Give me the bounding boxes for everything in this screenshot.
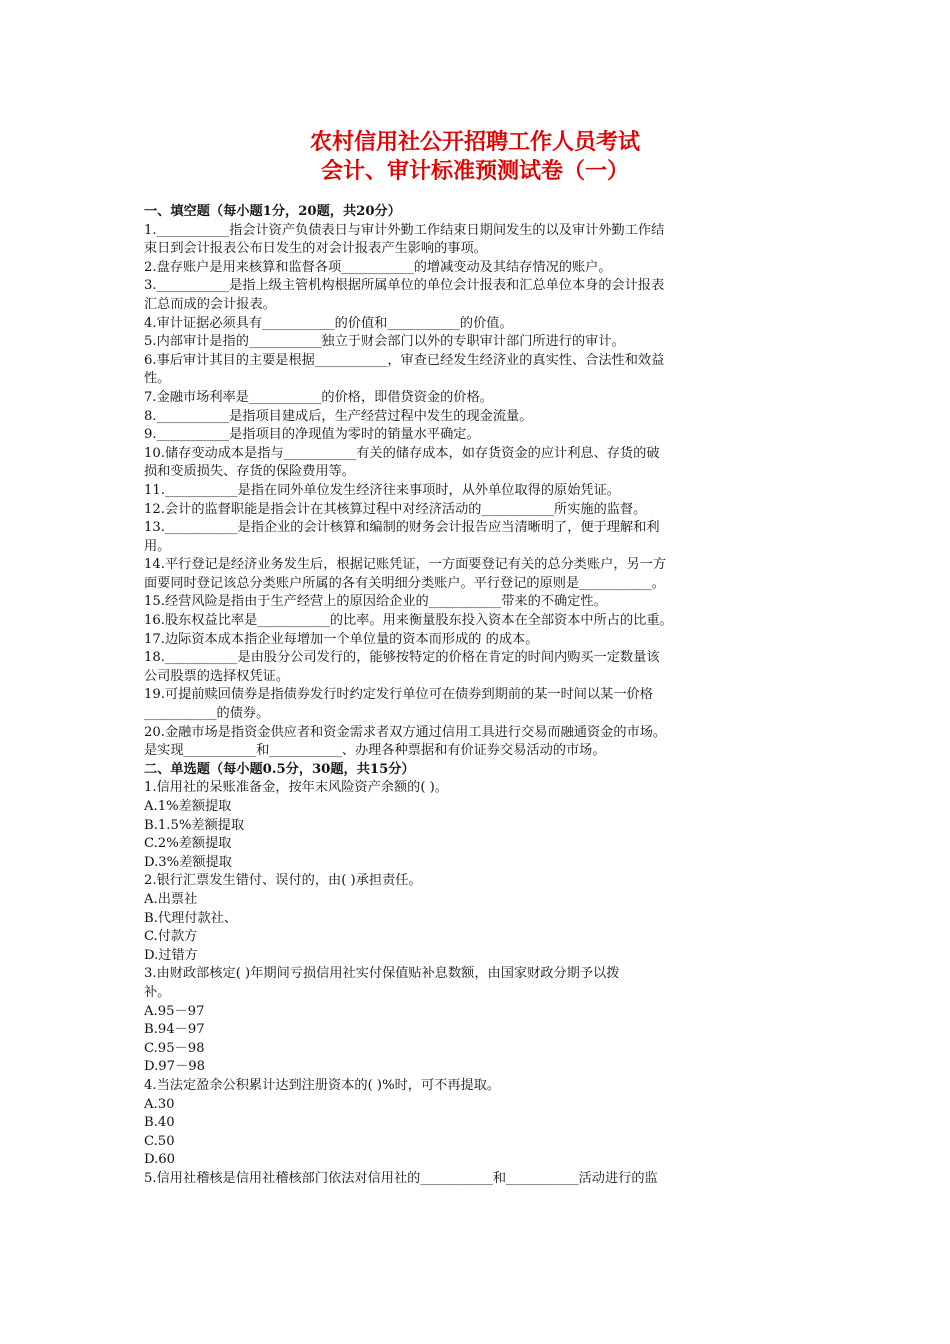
- section-heading: 一、填空题（每小题1分，20题，共20分）: [144, 204, 401, 219]
- text-line: B.代理付款社、: [144, 910, 238, 926]
- text-line: B.94－97: [144, 1022, 205, 1038]
- text-line: 3.由财政部核定( )年期间亏损信用社实付保值贴补息数额，由国家财政分期予以拨: [144, 966, 620, 982]
- text-line: 17.边际资本成本指企业每增加一个单位量的资本而形成的 的成本。: [144, 631, 539, 647]
- text-line: 用。: [144, 538, 171, 554]
- text-line: 2.银行汇票发生错付、误付的，由( )承担责任。: [144, 873, 422, 889]
- text-line: 补。: [144, 984, 171, 1000]
- text-line: 19.可提前赎回债券是指债券发行时约定发行单位可在债券到期前的某一时间以某一价格: [144, 687, 653, 703]
- document-title: 农村信用社公开招聘工作人员考试: [309, 129, 640, 155]
- text-line: A.95－97: [144, 1003, 205, 1019]
- document-body: [144, 203, 808, 1188]
- text-line: 汇总而成的会计报表。: [144, 296, 276, 312]
- text-line: 公司股票的选择权凭证。: [144, 668, 290, 684]
- document-subtitle: 会计、审计标准预测试卷（一）: [320, 158, 629, 184]
- text-line: 性。: [144, 371, 171, 387]
- text-line: D.3%差额提取: [144, 854, 232, 870]
- text-line: A.30: [144, 1096, 175, 1112]
- text-line: A.出票社: [144, 891, 198, 907]
- text-line: D.过错方: [144, 947, 198, 963]
- text-line: B.40: [144, 1115, 175, 1131]
- text-line: 是实现___________和___________、办理各种票据和有价证券交易活动的市场。: [144, 743, 606, 759]
- text-line: 4.审计证据必须具有___________的价值和___________的价值。: [144, 315, 513, 331]
- text-line: 15.经营风险是指由于生产经营上的原因给企业的___________带来的不确定性。: [144, 594, 607, 610]
- text-line: B.1.5%差额提取: [144, 817, 245, 833]
- text-line: 3.___________是指上级主管机构根据所属单位的单位会计报表和汇总单位本身的会计报表: [144, 278, 665, 294]
- text-line: 面要同时登记该总分类账户所属的各有关明细分类账户。平行登记的原则是___________。: [144, 575, 665, 591]
- text-line: 9.___________是指项目的净现值为零时的销量水平确定。: [144, 427, 480, 443]
- text-line: D.97－98: [144, 1059, 206, 1075]
- text-line: 13.___________是指企业的会计核算和编制的财务会计报告应当清晰明了，便于理解和利: [144, 520, 660, 536]
- text-line: 7.金融市场利率是___________的价格，即借贷资金的价格。: [144, 389, 493, 405]
- text-line: C.50: [144, 1133, 175, 1149]
- text-line: 4.当法定盈余公积累计达到注册资本的( )%时，可不再提取。: [144, 1077, 501, 1093]
- text-line: 14.平行登记是经济业务发生后，根据记账凭证，一方面要登记有关的总分类账户，另一方: [144, 557, 667, 573]
- text-line: D.60: [144, 1152, 176, 1168]
- text-line: 11.___________是指在同外单位发生经济往来事项时，从外单位取得的原始凭证。: [144, 482, 620, 498]
- text-line: 8.___________是指项目建成后，生产经营过程中发生的现金流量。: [144, 408, 533, 424]
- text-line: A.1%差额提取: [144, 799, 232, 814]
- text-line: C.2%差额提取: [144, 836, 232, 852]
- text-line: 18.___________是由股分公司发行的，能够按特定的价格在肯定的时间内购买一定数量该: [144, 650, 660, 666]
- text-line: 损和变质损失、存货的保险费用等。: [144, 464, 355, 480]
- text-line: 10.储存变动成本是指与___________有关的储存成本，如存货资金的应计利息、存货的破: [144, 445, 660, 461]
- section-heading: 二、单选题（每小题0.5分，30题，共15分）: [144, 761, 415, 777]
- text-line: 1.___________指会计资产负债表日与审计外勤工作结束日期间发生的以及审计外勤工作结: [144, 222, 665, 238]
- text-line: ___________的债券。: [144, 706, 270, 722]
- text-line: 束日到会计报表公布日发生的对会计报表产生影响的事项。: [144, 241, 487, 257]
- text-line: 12.会计的监督职能是指会计在其核算过程中对经济活动的___________所实施的监督。: [144, 501, 647, 517]
- text-line: C.付款方: [144, 929, 198, 945]
- text-line: 6.事后审计其目的主要是根据___________，审查已经发生经济业的真实性、合法性和效益: [144, 352, 665, 368]
- text-line: 5.信用社稽核是信用社稽核部门依法对信用社的___________和___________活动进行的监: [144, 1170, 658, 1186]
- text-line: 16.股东权益比率是___________的比率。用来衡量股东投入资本在全部资本中所占的比重。: [144, 613, 673, 629]
- text-line: 2.盘存账户是用来核算和监督各项___________的增减变动及其结存情况的账户。: [144, 259, 612, 275]
- text-line: 20.金融市场是指资金供应者和资金需求者双方通过信用工具进行交易而融通资金的市场。: [144, 724, 667, 740]
- text-line: 5.内部审计是指的___________独立于财会部门以外的专职审计部门所进行的审计。: [144, 334, 625, 350]
- text-line: 1.信用社的呆账准备金，按年末风险资产余额的( )。: [144, 780, 448, 796]
- text-line: C.95－98: [144, 1040, 205, 1056]
